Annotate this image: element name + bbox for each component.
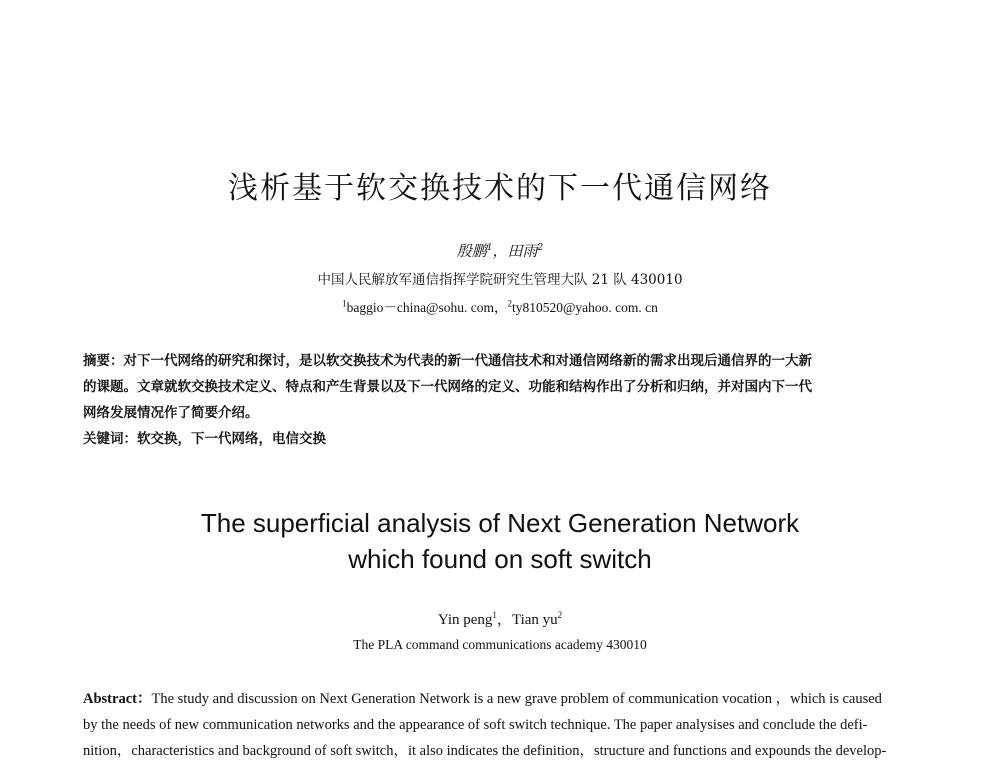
- chinese-author-separator: ，: [492, 242, 508, 260]
- chinese-keywords: [83, 426, 915, 452]
- chinese-abstract-text-1: 对下一代网络的研究和探讨，是以软交换技术为代表的新一代通信技术和对通信网络新的需求出现后通信界的一大新: [123, 353, 812, 369]
- english-title-line-1: The superficial analysis of Next Generation Network: [200, 508, 800, 538]
- english-abstract-line: by the needs of new communication networks and the appearance of soft switch technique. The paper analysises and conclude the defi-: [83, 717, 868, 733]
- chinese-affiliation: 中国人民解放军通信指挥学院研究生管理大队 21 队 430010: [317, 272, 683, 288]
- chinese-authors: [0, 240, 1000, 261]
- chinese-abstract: [83, 348, 915, 452]
- english-author-1-sup: 1: [492, 610, 497, 620]
- english-authors: [0, 608, 1000, 629]
- chinese-keywords-text: 软交换，下一代网络，电信交换: [137, 431, 326, 447]
- english-abstract-text-1: The study and discussion on Next Generation Network is a new grave problem of communication vocation ，which is caused: [151, 691, 882, 707]
- chinese-author-2: 田雨: [507, 242, 538, 260]
- email-2: ty810520@yahoo. com. cn: [511, 300, 658, 315]
- email-1-sup: 1: [342, 298, 347, 309]
- english-author-1: Yin peng: [437, 612, 493, 628]
- english-abstract-line: nition，characteristics and background of soft switch，it also indicates the definition，structure and functions and expounds the develop-: [83, 743, 887, 759]
- chinese-author-2-sup: 2: [537, 243, 544, 253]
- email-2-sup: 2: [507, 298, 512, 309]
- english-author-2-sup: 2: [557, 610, 563, 620]
- chinese-author-1: 殷鹏: [456, 242, 487, 260]
- chinese-abstract-label: 摘要：: [83, 353, 124, 369]
- author-emails: [0, 296, 1000, 316]
- english-abstract-label: Abstract：: [83, 691, 152, 707]
- chinese-abstract-line: [83, 348, 915, 374]
- english-abstract: [83, 686, 915, 764]
- chinese-abstract-line: 的课题。文章就软交换技术定义、特点和产生背景以及下一代网络的定义、功能和结构作出了分析和归纳，并对国内下一代: [83, 379, 812, 395]
- email-1: baggio－china@sohu. com，: [346, 300, 508, 315]
- chinese-title: 浅析基于软交换技术的下一代通信网络: [228, 171, 772, 206]
- chinese-keywords-label: 关键词：: [83, 431, 137, 447]
- english-title-line-2: which found on soft switch: [348, 544, 652, 574]
- english-title: [0, 505, 1000, 577]
- english-abstract-line: [83, 686, 915, 712]
- chinese-author-1-sup: 1: [486, 243, 493, 253]
- english-affiliation: The PLA command communications academy 430010: [353, 637, 647, 652]
- chinese-abstract-line: 网络发展情况作了简要介绍。: [83, 405, 259, 421]
- english-author-2: Tian yu: [511, 612, 558, 628]
- english-author-separator: ，: [496, 612, 512, 628]
